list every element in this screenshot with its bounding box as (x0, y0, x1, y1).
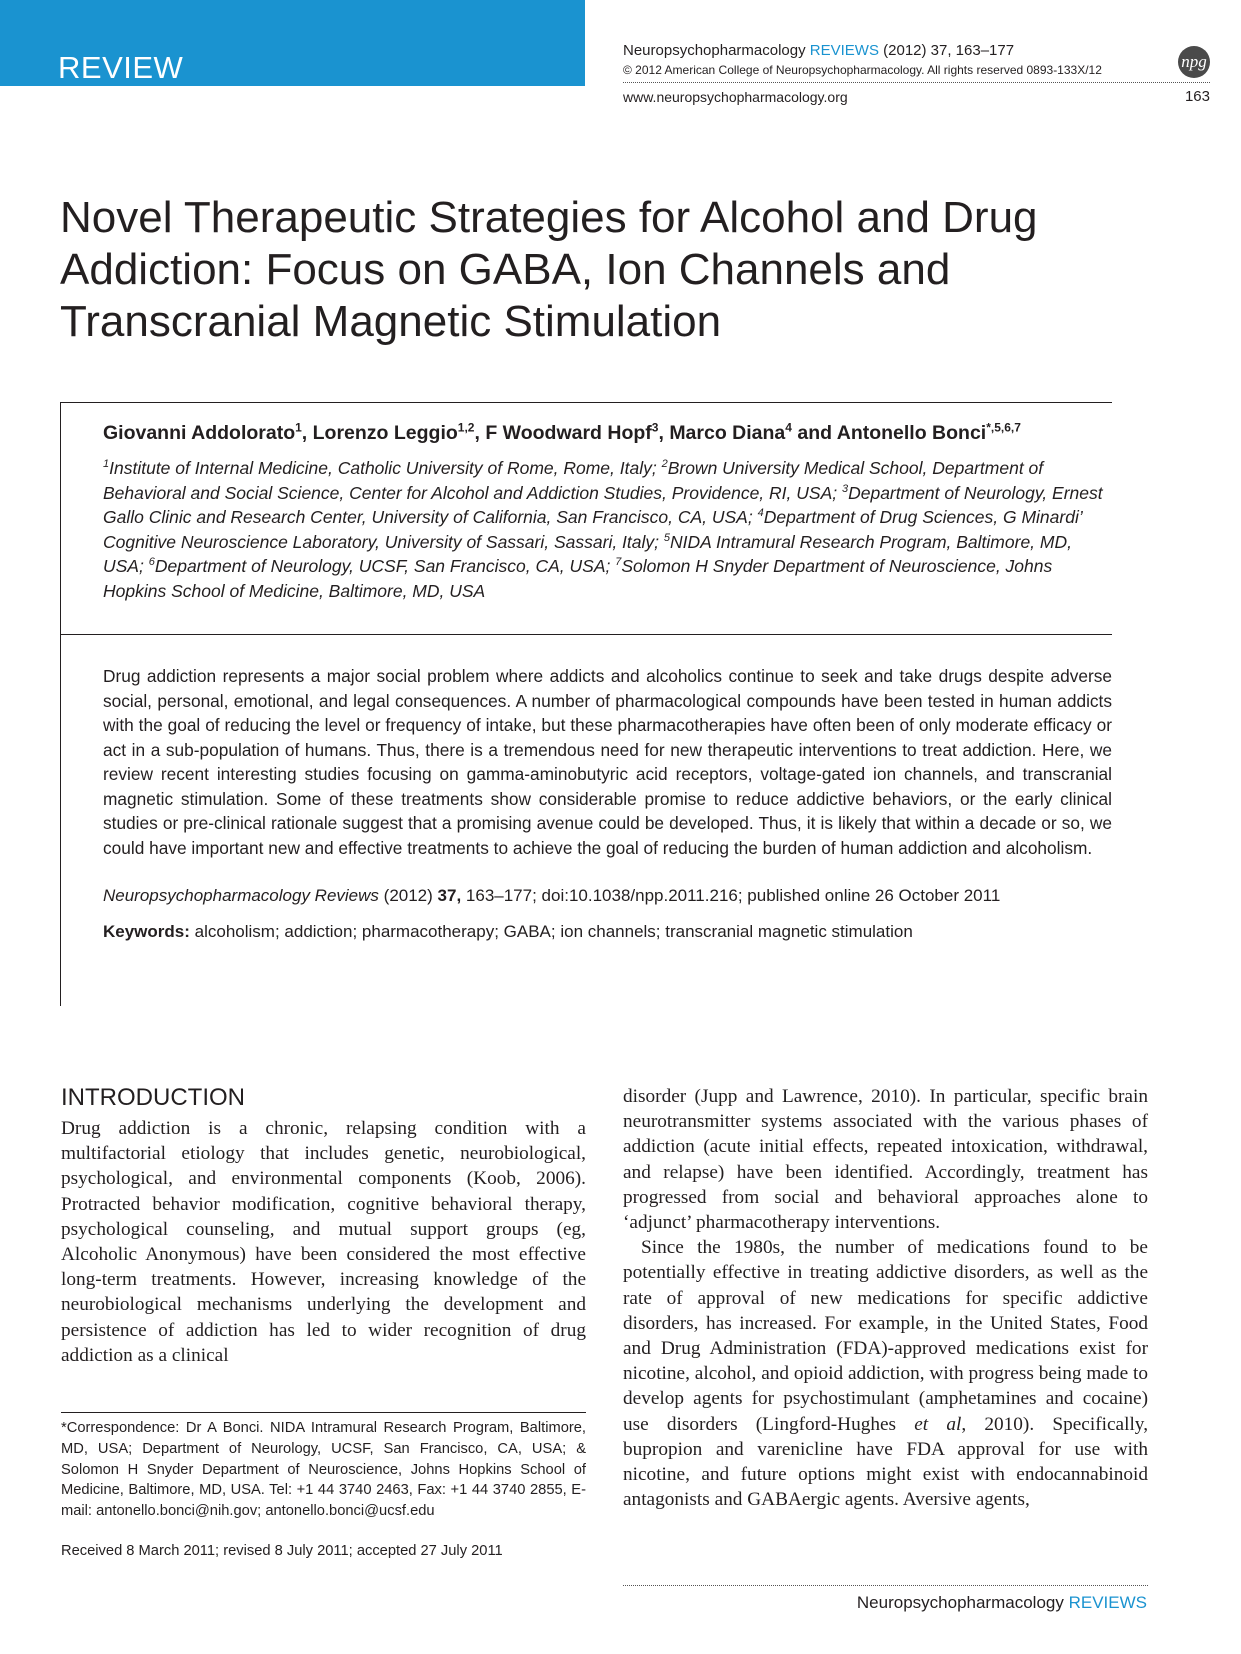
keywords-label: Keywords: (103, 922, 190, 941)
citation-line (103, 886, 1112, 906)
citation-journal: Neuropsychopharmacology Reviews (103, 886, 379, 905)
copyright-line: © 2012 American College of Neuropsychopharmacology. All rights reserved 0893-133X/12 (623, 63, 1102, 77)
review-label: REVIEW (58, 50, 184, 85)
frame-mid-rule (60, 634, 1112, 635)
title-line-1: Novel Therapeutic Strategies for Alcohol and Drug (60, 193, 1038, 242)
journal-header (623, 42, 1014, 59)
article-title (60, 192, 1160, 348)
title-line-3: Transcranial Magnetic Stimulation (60, 297, 722, 346)
intro-paragraph-2: disorder (Jupp and Lawrence, 2010). In particular, specific brain neurotransmitter systems associated with the various phases of addiction (acute initial effects, repeated intoxication, withdrawal, and relapse) have been identified. Accordingly, treatment has progressed from social and behavioral approaches alone to ‘adjunct’ pharmacotherapy interventions. (623, 1086, 1148, 1234)
keywords (103, 922, 1112, 942)
footer-journal-reviews: REVIEWS (1068, 1593, 1147, 1612)
section-heading-introduction: INTRODUCTION (61, 1084, 245, 1111)
citation-year: (2012) (383, 886, 433, 905)
header-divider (623, 82, 1210, 83)
journal-citation: (2012) 37, 163–177 (883, 42, 1015, 59)
review-banner (0, 0, 585, 86)
frame-left-rule (60, 402, 61, 1006)
correspondence-footnote: *Correspondence: Dr A Bonci. NIDA Intramural Research Program, Baltimore, MD, USA; Department of Neurology, UCSF, San Francisco, CA, USA; & Solomon H Snyder Department of Neuroscience, Johns Hopkins School of Medicine, Baltimore, MD, USA. Tel: +1 44 3740 2463, Fax: +1 44 3740 2855, E-mail: antonello.bonci@nih.gov; antonello.bonci@ucsf.edu (61, 1420, 586, 1520)
citation-volume: 37, (437, 886, 462, 905)
author-list (103, 422, 1113, 445)
author-1: Giovanni Addolorato$^1$, (103, 420, 313, 444)
author-3: F Woodward Hopf$^3$, (485, 420, 670, 444)
author-4: Marco Diana$^4$ and (669, 420, 837, 444)
journal-name: Neuropsychopharmacology (623, 42, 806, 59)
journal-url[interactable]: www.neuropsychopharmacology.org (623, 89, 848, 105)
affiliations: $^1$Institute of Internal Medicine, Catholic University of Rome, Rome, Italy; $^2$Brown University Medical School, Department of Behavioral and Social Science, Center for Alcohol and Addiction Studies, Providence, RI, USA; $^3$Department of Neurology, Ernest Gallo Clinic and Research Center, University of California, San Francisco, CA, USA; $^4$Department of Drug Sciences, G Minardi’ Cognitive Neuroscience Laboratory, University of Sassari, Sassari, Italy; $^5$NIDA Intramural Research Program, Baltimore, MD, USA; $^6$Department of Neurology, UCSF, San Francisco, CA, USA; $^7$Solomon H Snyder Department of Neuroscience, Johns Hopkins School of Medicine, Baltimore, MD, USA (103, 458, 1103, 601)
intro-left-column (61, 1116, 586, 1368)
keywords-text: alcoholism; addiction; pharmacotherapy; GABA; ion channels; transcranial magnetic stimulation (194, 922, 913, 941)
page-number: 163 (1184, 88, 1210, 105)
footer-journal-name: Neuropsychopharmacology (856, 1593, 1064, 1612)
intro-paragraph-3: Since the 1980s, the number of medications found to be potentially effective in treating addictive disorders, as well as the rate of approval of new medications for specific addictive disorders, has increased. For example, in the United States, Food and Drug Administration (FDA)-approved medications exist for nicotine, alcohol, and opioid addiction, with progress being made to develop agents for psychostimulant (amphetamines and cocaine) use disorders (Lingford-Hughes et al, 2010). Specifically, bupropion and varenicline have FDA approval for use with nicotine, and future options might exist with endocannabinoid antagonists and GABAergic agents. Aversive agents, (623, 1237, 1149, 1511)
citation-rest: 163–177; doi:10.1038/npp.2011.216; published online 26 October 2011 (465, 886, 1001, 905)
footer-journal (857, 1593, 1147, 1613)
intro-right-column (623, 1084, 1148, 1512)
author-5: Antonello Bonci$^{*,5,6,7}$ (836, 420, 1021, 444)
abstract: Drug addiction represents a major social problem where addicts and alcoholics continue to seek and take drugs despite adverse social, personal, emotional, and legal consequences. A number of pharmacological compounds have been tested in human addicts with the goal of reducing the level or frequency of intake, but these pharmacotherapies have often been of only moderate efficacy or act in a sub-population of humans. Thus, there is a tremendous need for new therapeutic interventions to treat addiction. Here, we review recent interesting studies focusing on gamma-aminobutyric acid receptors, voltage-gated ion channels, and transcranial magnetic stimulation. Some of these treatments show considerable promise to reduce addictive behaviors, or the early clinical studies or pre-clinical rationale suggest that a promising avenue could be developed. Thus, it is likely that within a decade or so, we could have important new and effective treatments to achieve the goal of reducing the burden of human addiction and alcoholism. (103, 666, 1112, 858)
frame-top-rule (60, 402, 1112, 403)
footer-divider (623, 1585, 1148, 1586)
title-line-2: Addiction: Focus on GABA, Ion Channels and (60, 245, 951, 294)
received-dates: Received 8 March 2011; revised 8 July 2011; accepted 27 July 2011 (61, 1543, 503, 1559)
footnote-rule (61, 1412, 586, 1413)
author-2: Lorenzo Leggio$^{1,2}$, (312, 420, 486, 444)
intro-paragraph-1: Drug addiction is a chronic, relapsing condition with a multifactorial etiology that includes genetic, neurobiological, psychological, and environmental components (Koob, 2006). Protracted behavior modification, cognitive behavioral therapy, psychological counseling, and mutual support groups (eg, Alcoholic Anonymous) have been considered the most effective long-term treatments. However, increasing knowledge of the neurobiological mechanisms underlying the development and persistence of addiction has led to wider recognition of drug addiction as a clinical (61, 1118, 586, 1366)
npg-logo: npg (1178, 46, 1210, 78)
journal-reviews: REVIEWS (809, 42, 879, 59)
